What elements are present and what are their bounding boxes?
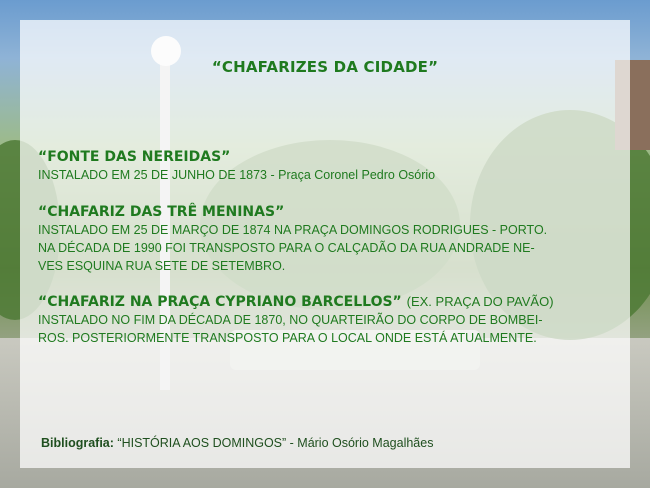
text-panel	[20, 20, 630, 468]
bibliography-label: Bibliografia:	[41, 436, 114, 450]
section-line: INSTALADO NO FIM DA DÉCADA DE 1870, NO QUARTEIRÃO DO CORPO DE BOMBEI-	[38, 313, 543, 327]
section-line: VES ESQUINA RUA SETE DE SETEMBRO.	[38, 259, 286, 273]
section-heading	[38, 203, 623, 221]
bibliography-text: “HISTÓRIA AOS DOMINGOS” - Mário Osório Magalhães	[117, 436, 434, 450]
section-heading	[38, 148, 623, 166]
bibliography	[41, 436, 433, 450]
section-line: ROS. POSTERIORMENTE TRANSPOSTO PARA O LOCAL ONDE ESTÁ ATUALMENTE.	[38, 331, 537, 345]
section-tres-meninas	[38, 203, 623, 275]
section-fonte-nereidas	[38, 148, 623, 184]
section-heading-text: “FONTE DAS NEREIDAS”	[38, 149, 231, 165]
page-title: “CHAFARIZES DA CIDADE”	[211, 58, 439, 76]
section-cypriano-barcellos	[38, 293, 623, 347]
section-line: NA DÉCADA DE 1990 FOI TRANSPOSTO PARA O CALÇADÃO DA RUA ANDRADE NE-	[38, 241, 535, 255]
section-line: INSTALADO EM 25 DE MARÇO DE 1874 NA PRAÇA DOMINGOS RODRIGUES - PORTO.	[38, 223, 548, 237]
section-heading-text: “CHAFARIZ DAS TRÊ MENINAS”	[38, 204, 285, 220]
section-heading-text: “CHAFARIZ NA PRAÇA CYPRIANO BARCELLOS”	[38, 294, 402, 310]
section-line: INSTALADO EM 25 DE JUNHO DE 1873 - Praça Coronel Pedro Osório	[38, 168, 436, 182]
section-heading-note: (EX. PRAÇA DO PAVÃO)	[406, 294, 554, 309]
section-heading	[38, 293, 623, 311]
